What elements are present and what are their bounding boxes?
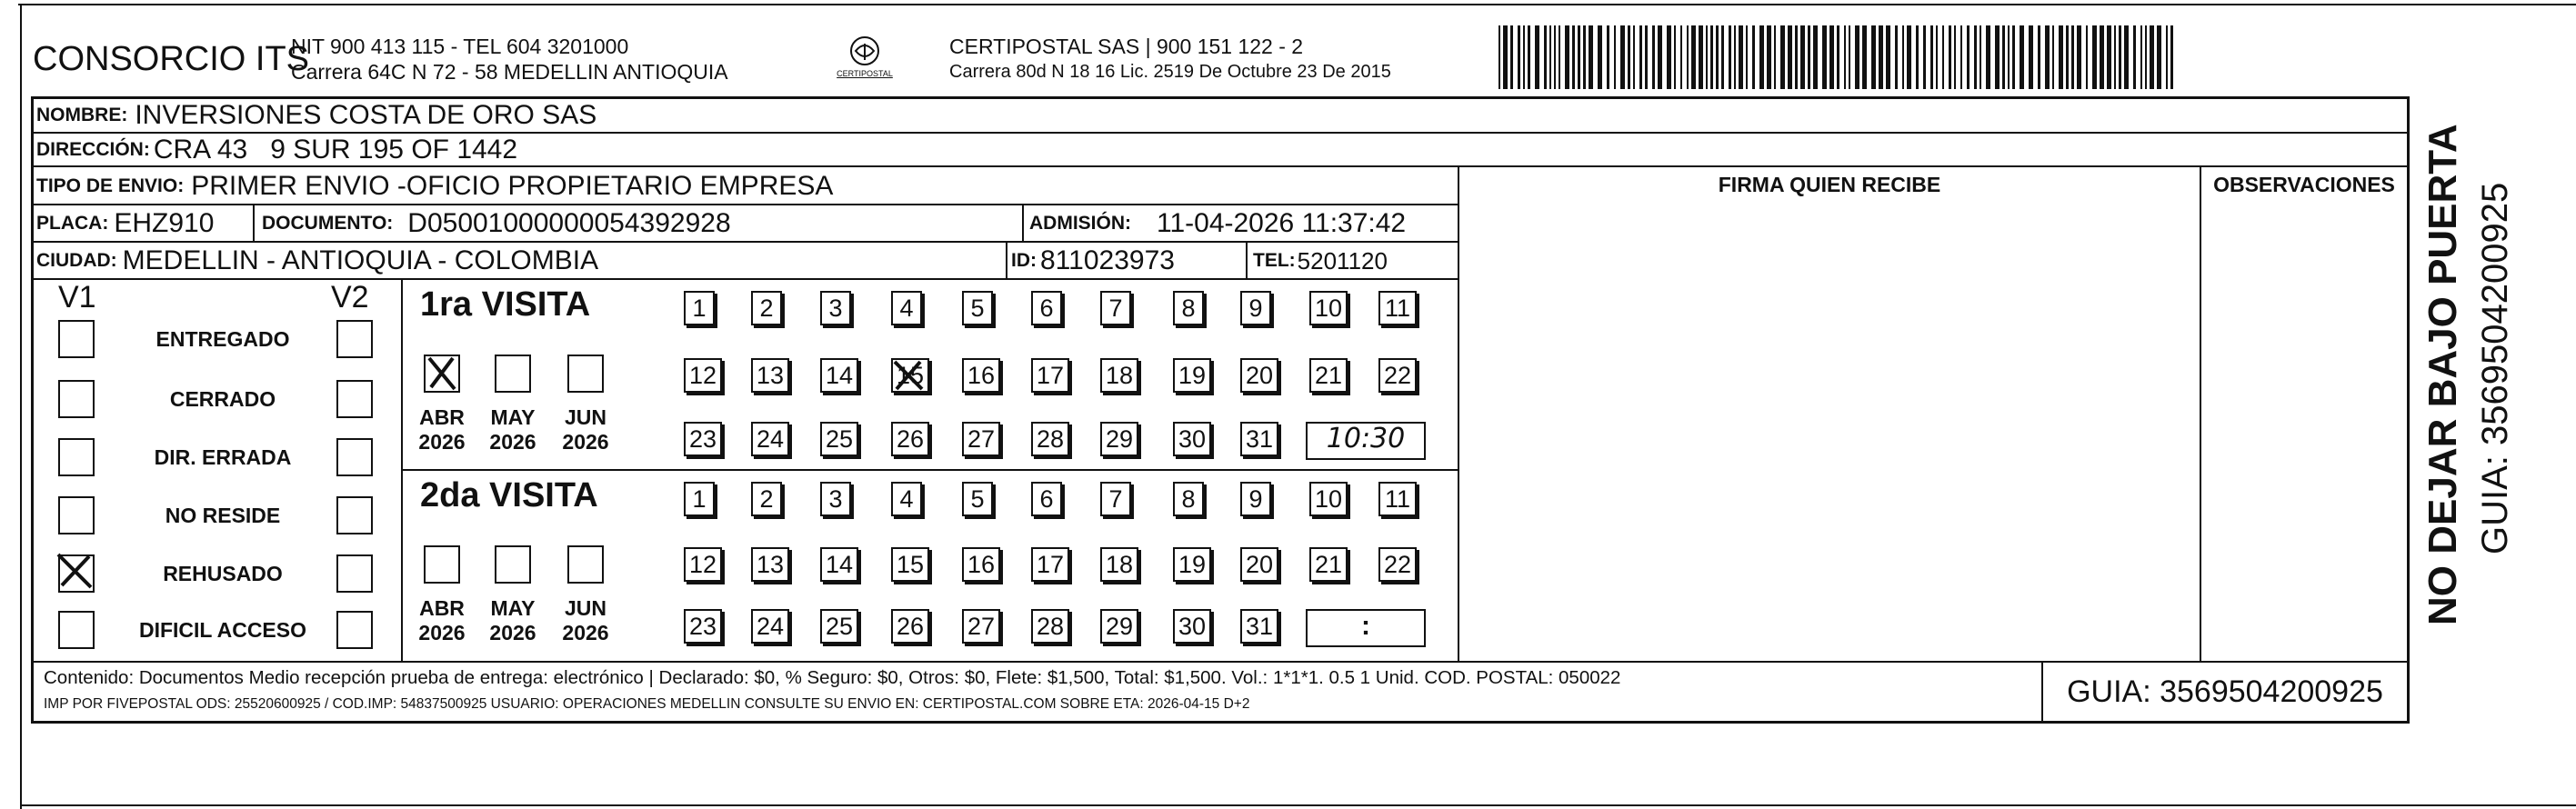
day-box[interactable] xyxy=(684,547,722,582)
v2-label: V2 xyxy=(331,280,369,315)
day-box[interactable] xyxy=(1173,547,1211,582)
day-box[interactable] xyxy=(1031,609,1069,644)
month-year: 2026 xyxy=(418,621,466,644)
v1-checkbox[interactable] xyxy=(58,611,95,649)
top-edge xyxy=(18,4,2576,5)
left-edge xyxy=(20,4,22,809)
day-number: 20 xyxy=(1245,362,1274,389)
day-number: 15 xyxy=(896,362,925,389)
day-box[interactable] xyxy=(1100,291,1131,325)
day-number: 5 xyxy=(970,295,985,322)
day-box[interactable] xyxy=(1173,422,1211,456)
hour-box[interactable] xyxy=(1306,609,1426,647)
day-box[interactable] xyxy=(684,358,722,393)
day-number: 16 xyxy=(967,551,996,578)
ciudad-label: CIUDAD: xyxy=(36,250,117,271)
day-box[interactable] xyxy=(1309,358,1348,393)
day-number: 19 xyxy=(1178,362,1207,389)
day-box[interactable] xyxy=(1240,609,1278,644)
company-line-2: Carrera 64C N 72 - 58 MEDELLIN ANTIOQUIA xyxy=(291,60,728,84)
tel-field xyxy=(1253,243,1388,279)
status-option-label: DIR. ERRADA xyxy=(154,445,292,469)
documento-value: D05001000000054392928 xyxy=(407,208,731,238)
day-number: 22 xyxy=(1383,362,1412,389)
day-number: 1 xyxy=(692,485,707,513)
month-checkbox-may[interactable] xyxy=(495,355,531,393)
day-box[interactable] xyxy=(751,609,789,644)
day-number: 27 xyxy=(967,425,996,453)
day-number: 17 xyxy=(1036,362,1065,389)
placa-doc-split xyxy=(253,204,255,242)
day-box[interactable] xyxy=(820,482,851,516)
day-box[interactable] xyxy=(1240,547,1278,582)
carrier-line-2: Carrera 80d N 18 16 Lic. 2519 De Octubre 23 De 2015 xyxy=(949,62,1391,82)
id-value: 811023973 xyxy=(1040,245,1175,275)
v1-checkbox[interactable] xyxy=(58,320,95,358)
day-box[interactable] xyxy=(751,482,782,516)
day-number: 6 xyxy=(1039,485,1054,513)
day-box[interactable] xyxy=(820,547,858,582)
day-number: 4 xyxy=(899,485,914,513)
day-number: 7 xyxy=(1108,295,1123,322)
status-option-label: NO RESIDE xyxy=(165,504,281,527)
placa-value: EHZ910 xyxy=(114,208,215,238)
day-number: 30 xyxy=(1178,425,1207,453)
month-checkbox-may[interactable] xyxy=(495,545,531,584)
month-year: 2026 xyxy=(562,430,609,454)
signature-area[interactable] xyxy=(1459,205,2200,660)
admision-value: 11-04-2026 11:37:42 xyxy=(1157,208,1407,238)
observaciones-header: OBSERVACIONES xyxy=(2213,173,2395,196)
day-number: 21 xyxy=(1314,362,1343,389)
v2-checkbox[interactable] xyxy=(336,320,373,358)
v1-checkbox[interactable] xyxy=(58,496,95,534)
day-box[interactable] xyxy=(1173,358,1211,393)
day-box[interactable] xyxy=(891,609,929,644)
month-label xyxy=(415,596,469,645)
day-number: 19 xyxy=(1178,551,1207,578)
side-guia: GUIA: 3569504200925 xyxy=(2475,182,2515,554)
month-year: 2026 xyxy=(562,621,609,644)
day-box[interactable] xyxy=(1100,547,1138,582)
admision-field xyxy=(1029,205,1406,242)
day-number: 11 xyxy=(1384,485,1411,513)
day-number: 26 xyxy=(896,613,925,640)
day-number: 3 xyxy=(828,295,843,322)
month-year: 2026 xyxy=(489,430,536,454)
ciudad-field xyxy=(36,243,598,279)
day-number: 7 xyxy=(1108,485,1123,513)
tipo-row xyxy=(36,167,833,205)
footer-contenido: Contenido: Documentos Medio recepción prueba de entrega: electrónico | Declarado: $0, % Seguro: $0, Otros: $0, Flete: $1,500, Total: $1,500. Vol.: 1*1*1. 0.5 1 Unid. COD. POSTAL: 050022 xyxy=(44,667,1621,688)
day-box[interactable] xyxy=(1240,422,1278,456)
day-number: 11 xyxy=(1384,295,1411,322)
day-number: 9 xyxy=(1248,295,1263,322)
first-visit-title: 1ra VISITA xyxy=(420,285,591,324)
direccion-value: CRA 43 9 SUR 195 OF 1442 xyxy=(153,134,518,165)
month-label xyxy=(558,405,613,454)
barcode xyxy=(1498,25,2177,89)
day-box[interactable] xyxy=(684,609,722,644)
tipo-label: TIPO DE ENVIO: xyxy=(36,175,185,196)
visit-split xyxy=(401,469,1458,471)
day-number: 30 xyxy=(1178,613,1207,640)
day-box[interactable] xyxy=(684,422,722,456)
day-box[interactable] xyxy=(891,291,922,325)
day-number: 14 xyxy=(825,551,854,578)
day-box[interactable] xyxy=(891,482,922,516)
v1-checkbox[interactable] xyxy=(58,438,95,476)
day-number: 23 xyxy=(688,613,717,640)
logo-text: CERTIPOSTAL xyxy=(837,69,893,78)
day-number: 9 xyxy=(1248,485,1263,513)
day-box[interactable] xyxy=(962,609,1000,644)
observations-area[interactable] xyxy=(2201,205,2407,660)
day-box[interactable] xyxy=(1378,547,1417,582)
day-number: 24 xyxy=(756,613,785,640)
day-box[interactable] xyxy=(1309,291,1348,325)
day-box[interactable] xyxy=(751,422,789,456)
day-number: 28 xyxy=(1036,613,1065,640)
month-name: MAY xyxy=(490,405,536,429)
day-box[interactable] xyxy=(1031,547,1069,582)
day-number: 27 xyxy=(967,613,996,640)
day-box[interactable] xyxy=(1378,291,1417,325)
day-number: 29 xyxy=(1105,613,1134,640)
day-box[interactable] xyxy=(1100,422,1138,456)
certipostal-logo xyxy=(833,33,897,85)
day-box[interactable] xyxy=(1100,609,1138,644)
day-box[interactable] xyxy=(1100,358,1138,393)
status-option-label: REHUSADO xyxy=(163,562,283,585)
day-box[interactable] xyxy=(1309,547,1348,582)
tel-value: 5201120 xyxy=(1297,246,1388,275)
admision-label: ADMISIÓN: xyxy=(1029,213,1131,234)
day-number: 5 xyxy=(970,485,985,513)
day-box[interactable] xyxy=(751,358,789,393)
day-number: 12 xyxy=(688,551,717,578)
day-box[interactable] xyxy=(820,358,858,393)
tel-label: TEL: xyxy=(1253,250,1296,271)
v2-checkbox[interactable] xyxy=(336,496,373,534)
hour-value: 10:30 xyxy=(1326,423,1406,454)
status-option-label: DIFICIL ACCESO xyxy=(138,618,306,642)
direccion-label: DIRECCIÓN: xyxy=(36,138,150,160)
day-number: 18 xyxy=(1105,362,1134,389)
day-number: 1 xyxy=(692,295,707,322)
day-number: 24 xyxy=(756,425,785,453)
day-number: 2 xyxy=(759,295,774,322)
day-number: 31 xyxy=(1245,613,1274,640)
second-visit-title: 2da VISITA xyxy=(420,476,598,514)
day-box[interactable] xyxy=(891,422,929,456)
day-box[interactable] xyxy=(962,291,993,325)
day-box[interactable] xyxy=(684,291,715,325)
frame-bottom xyxy=(31,721,2410,724)
day-box[interactable] xyxy=(820,422,858,456)
day-box[interactable] xyxy=(1031,358,1069,393)
day-number: 21 xyxy=(1314,551,1343,578)
month-label xyxy=(486,596,540,645)
nombre-label: NOMBRE: xyxy=(36,105,128,125)
carrier-line-1: CERTIPOSTAL SAS | 900 151 122 - 2 xyxy=(949,35,1304,58)
day-number: 25 xyxy=(825,425,854,453)
month-checkbox-abr[interactable] xyxy=(424,355,460,393)
day-number: 8 xyxy=(1181,295,1196,322)
day-box[interactable] xyxy=(1240,291,1271,325)
bottom-edge xyxy=(22,804,2576,806)
day-box[interactable] xyxy=(684,482,715,516)
day-box[interactable] xyxy=(1378,482,1417,516)
month-name: MAY xyxy=(490,596,536,620)
id-label: ID: xyxy=(1011,250,1037,271)
day-number: 28 xyxy=(1036,425,1065,453)
month-checkbox-abr[interactable] xyxy=(424,545,460,584)
frame-left xyxy=(31,96,34,724)
day-box[interactable] xyxy=(820,291,851,325)
month-checkbox-jun[interactable] xyxy=(567,355,604,393)
firma-header: FIRMA QUIEN RECIBE xyxy=(1718,173,1941,196)
footer-guia: GUIA: 3569504200925 xyxy=(2067,674,2383,709)
day-number: 16 xyxy=(967,362,996,389)
day-box[interactable] xyxy=(962,358,1000,393)
direccion-row xyxy=(36,133,517,166)
day-box[interactable] xyxy=(962,547,1000,582)
day-box[interactable] xyxy=(751,547,789,582)
day-box[interactable] xyxy=(751,291,782,325)
day-number: 22 xyxy=(1383,551,1412,578)
city-id-split xyxy=(1006,241,1007,279)
side-warning: NO DEJAR BAJO PUERTA xyxy=(2421,124,2465,625)
day-number: 23 xyxy=(688,425,717,453)
placa-label: PLACA: xyxy=(36,213,109,234)
day-box[interactable] xyxy=(1173,482,1204,516)
day-number: 6 xyxy=(1039,295,1054,322)
nombre-row xyxy=(36,98,596,133)
day-number: 10 xyxy=(1314,485,1343,513)
day-number: 2 xyxy=(759,485,774,513)
day-number: 8 xyxy=(1181,485,1196,513)
day-number: 18 xyxy=(1105,551,1134,578)
month-label xyxy=(415,405,469,454)
day-number: 3 xyxy=(828,485,843,513)
month-label xyxy=(558,596,613,645)
day-number: 25 xyxy=(825,613,854,640)
day-box[interactable] xyxy=(1173,609,1211,644)
status-option-label: CERRADO xyxy=(169,387,276,411)
month-label xyxy=(486,405,540,454)
ciudad-value: MEDELLIN - ANTIOQUIA - COLOMBIA xyxy=(122,245,599,275)
company-name: CONSORCIO ITS xyxy=(33,40,310,78)
v1-checkbox[interactable] xyxy=(58,380,95,418)
v1-checkbox[interactable] xyxy=(58,554,95,593)
nombre-value: INVERSIONES COSTA DE ORO SAS xyxy=(135,100,597,130)
month-name: JUN xyxy=(564,596,606,620)
day-box[interactable] xyxy=(820,609,858,644)
v2-checkbox[interactable] xyxy=(336,438,373,476)
documento-label: DOCUMENTO: xyxy=(262,213,394,234)
day-number: 4 xyxy=(899,295,914,322)
day-number: 15 xyxy=(896,551,925,578)
day-number: 29 xyxy=(1105,425,1134,453)
id-tel-split xyxy=(1246,241,1248,279)
day-box[interactable] xyxy=(1173,291,1204,325)
tipo-value: PRIMER ENVIO -OFICIO PROPIETARIO EMPRESA xyxy=(191,170,834,201)
day-box[interactable] xyxy=(1240,482,1271,516)
v2-checkbox[interactable] xyxy=(336,554,373,593)
month-name: ABR xyxy=(419,596,465,620)
day-number: 12 xyxy=(688,362,717,389)
hour-box[interactable] xyxy=(1306,422,1426,460)
day-box[interactable] xyxy=(1378,358,1417,393)
documento-field xyxy=(262,205,731,242)
day-number: 13 xyxy=(756,362,785,389)
day-number: 14 xyxy=(825,362,854,389)
frame-right xyxy=(2407,96,2410,724)
day-number: 31 xyxy=(1245,425,1274,453)
v2-checkbox[interactable] xyxy=(336,611,373,649)
day-box[interactable] xyxy=(1031,482,1062,516)
day-box[interactable] xyxy=(891,547,929,582)
day-box[interactable] xyxy=(1031,422,1069,456)
day-box[interactable] xyxy=(962,482,993,516)
month-checkbox-jun[interactable] xyxy=(567,545,604,584)
month-year: 2026 xyxy=(489,621,536,644)
month-name: ABR xyxy=(419,405,465,429)
day-number: 20 xyxy=(1245,551,1274,578)
month-year: 2026 xyxy=(418,430,466,454)
v1-label: V1 xyxy=(58,280,96,315)
day-box[interactable] xyxy=(1309,482,1348,516)
day-box[interactable] xyxy=(1031,291,1062,325)
day-number: 10 xyxy=(1314,295,1343,322)
status-option-label: ENTREGADO xyxy=(155,327,290,351)
day-box[interactable] xyxy=(891,358,929,393)
day-number: 26 xyxy=(896,425,925,453)
day-number: 13 xyxy=(756,551,785,578)
day-box[interactable] xyxy=(962,422,1000,456)
footer-imp: IMP POR FIVEPOSTAL ODS: 25520600925 / COD.IMP: 54837500925 USUARIO: OPERACIONES MEDELLIN CONSULTE SU ENVIO EN: CERTIPOSTAL.COM SOBRE ETA: 2026-04-15 D+2 xyxy=(44,696,1250,712)
v2-checkbox[interactable] xyxy=(336,380,373,418)
doc-adm-split xyxy=(1022,204,1024,242)
hour-value: : xyxy=(1361,611,1370,641)
company-line-1: NIT 900 413 115 - TEL 604 3201000 xyxy=(291,35,629,58)
month-name: JUN xyxy=(564,405,606,429)
day-box[interactable] xyxy=(1100,482,1131,516)
day-box[interactable] xyxy=(1240,358,1278,393)
placa-field xyxy=(36,205,214,242)
footer-line xyxy=(31,661,2410,663)
day-number: 17 xyxy=(1036,551,1065,578)
id-field xyxy=(1011,243,1175,279)
